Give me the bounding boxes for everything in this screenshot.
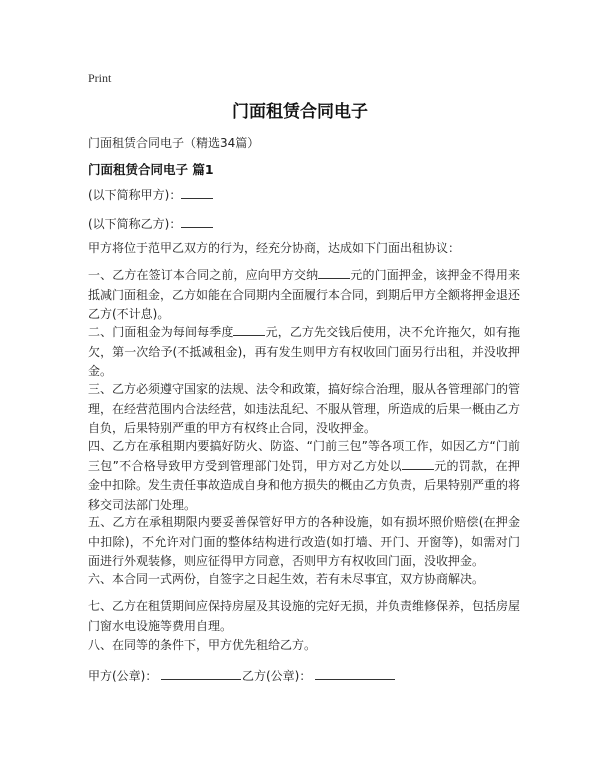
clause-8: 八、在同等的条件下，甲方优先租给乙方。 [88, 638, 317, 652]
document-subtitle: 门面租赁合同电子（精选34篇） [88, 136, 260, 150]
print-link[interactable]: Print [88, 71, 112, 85]
clause-2 [88, 323, 520, 382]
party-a-blank [181, 186, 213, 199]
party-b-blank [181, 215, 213, 228]
signature-party-b-line [315, 667, 395, 680]
clause-4-text-before: 四、乙方在承租期内要搞好防火、防盗、“门前三包”等各项工作，如因乙方“门前三包”不合格导致甲方受到管理部门处罚，甲方对乙方处以 [88, 439, 520, 473]
party-a-line [88, 186, 520, 206]
signature-party-a-label: 甲方(公章)： [88, 669, 158, 683]
clause-2-text-after: 元，乙方先交钱后使用，决不允许拖欠，如有拖欠，第一次给予(不抵减租金)，再有发生则甲方有权收回门面另行出租，并没收押金。 [88, 325, 520, 378]
clause-2-rent-blank [233, 323, 265, 336]
party-b-label: (以下简称乙方)： [88, 217, 182, 231]
clause-4 [88, 437, 520, 515]
clause-1 [88, 266, 520, 325]
signature-party-b [242, 667, 395, 684]
clause-1-text-before: 一、乙方在签订本合同之前，应向甲方交纳 [88, 268, 319, 282]
signature-party-a [88, 667, 241, 684]
clause-4-fine-blank [402, 457, 434, 470]
clause-1-deposit-blank [318, 266, 350, 279]
clause-2-text-before: 二、门面租金为每间每季度 [88, 325, 234, 339]
clause-6: 六、本合同一式两份，自签字之日起生效，若有未尽事宜，双方协商解决。 [88, 572, 485, 586]
clause-7: 七、乙方在租赁期间应保持房屋及其设施的完好无损，并负责维修保养，包括房屋门窗水电设施等费用自理。 [88, 599, 521, 633]
signature-party-a-line [161, 667, 241, 680]
clause-4-text-after: 元的罚款，在押金中扣除。发生责任事故造成自身和他方损失的概由乙方负责，后果特别严重的将移交司法部门处理。 [88, 458, 521, 512]
signature-party-b-label: 乙方(公章)： [242, 669, 312, 683]
party-a-label: (以下简称甲方)： [88, 188, 182, 202]
page-title: 门面租赁合同电子 [232, 102, 368, 122]
section-heading: 门面租赁合同电子 篇1 [88, 162, 214, 177]
intro-paragraph: 甲方将位于范甲乙双方的行为，经充分协商，达成如下门面出租协议： [88, 241, 461, 255]
clause-5: 五、乙方在承租期限内要妥善保管好甲方的各种设施，如有损坏照价赔偿(在押金中扣除)，不允许对门面的整体结构进行改造(如打墙、开门、开窗等)，如需对门面进行外观装修，则应征得甲方同意，否则甲方有权收回门面，没收押金。 [88, 515, 520, 568]
clause-3: 三、乙方必须遵守国家的法规、法令和政策，搞好综合治理，服从各管理部门的管理，在经营范围内合法经营，如违法乱纪、不服从管理，所造成的后果一概由乙方自负，后果特别严重的甲方有权终止合同，没收押金。 [88, 382, 521, 435]
clause-1-text-after: 元的门面押金，该押金不得用来抵减门面租金，乙方如能在合同期内全面履行本合同，到期后甲方全额将押金退还乙方(不计息)。 [88, 268, 521, 321]
party-b-line [88, 215, 520, 235]
